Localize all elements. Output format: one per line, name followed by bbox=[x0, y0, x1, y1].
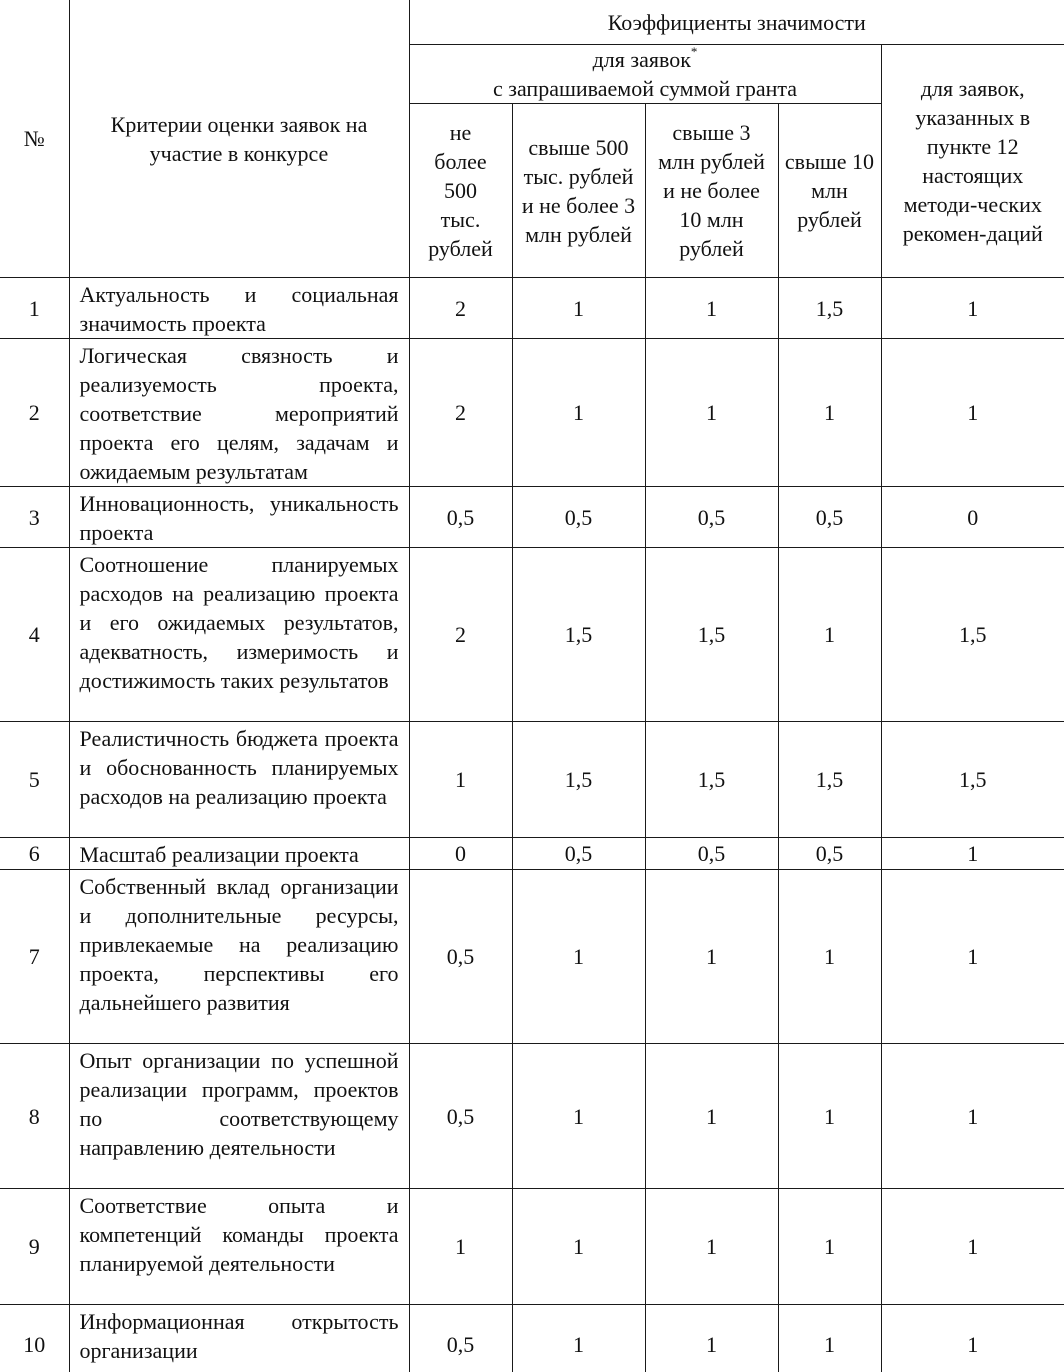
header-number: № bbox=[0, 0, 69, 278]
row-criterion bbox=[69, 339, 409, 487]
coefficient-value-col-1: 2 bbox=[409, 339, 512, 487]
coefficient-value-col-2: 1 bbox=[512, 870, 645, 1044]
coefficient-value-col-2: 1,5 bbox=[512, 722, 645, 838]
criterion-text: Собственный вклад организации и дополнительные ресурсы, привлекаемые на реализацию проекта, перспективы его дальнейшего развития bbox=[79, 874, 399, 1015]
coefficient-value-col-3: 0,5 bbox=[645, 487, 778, 548]
header-sub-col-3: свыше 3 млн рублей и не более 10 млн рублей bbox=[645, 104, 778, 278]
criterion-text: Масштаб реализации проекта bbox=[79, 842, 359, 867]
row-criterion bbox=[69, 838, 409, 870]
row-criterion bbox=[69, 487, 409, 548]
coefficient-value-col-4: 1 bbox=[778, 1305, 881, 1372]
header-row-1 bbox=[0, 0, 1064, 45]
header-group-requested-sum: для заявок* с запрашиваемой суммой гранта bbox=[409, 45, 881, 104]
coefficient-value-col-5: 1 bbox=[881, 339, 1064, 487]
header-sub-col-4: свыше 10 млн рублей bbox=[778, 104, 881, 278]
coefficient-value-col-1: 0,5 bbox=[409, 870, 512, 1044]
criterion-text: Инновационность, уникальность проекта bbox=[79, 491, 399, 545]
row-criterion bbox=[69, 1044, 409, 1189]
table-row bbox=[0, 1044, 1064, 1189]
coefficient-value-col-3: 1,5 bbox=[645, 548, 778, 722]
coefficient-value-col-3: 1 bbox=[645, 278, 778, 339]
coefficient-value-col-5: 1,5 bbox=[881, 548, 1064, 722]
table-row bbox=[0, 1189, 1064, 1305]
row-criterion bbox=[69, 1189, 409, 1305]
coefficient-value-col-4: 0,5 bbox=[778, 838, 881, 870]
header-group-para12: для заявок, указанных в пункте 12 настоящих методи-ческих рекомен-даций bbox=[881, 45, 1064, 278]
criterion-text: Актуальность и социальная значимость проекта bbox=[79, 282, 399, 336]
coefficient-value-col-2: 0,5 bbox=[512, 838, 645, 870]
row-number: 10 bbox=[0, 1305, 69, 1372]
row-number: 7 bbox=[0, 870, 69, 1044]
coefficient-value-col-4: 1 bbox=[778, 339, 881, 487]
header-criteria bbox=[69, 0, 409, 278]
table-row bbox=[0, 1305, 1064, 1372]
table-row bbox=[0, 838, 1064, 870]
coefficient-value-col-1: 0,5 bbox=[409, 1044, 512, 1189]
coefficient-value-col-2: 1 bbox=[512, 1305, 645, 1372]
coefficient-value-col-1: 1 bbox=[409, 722, 512, 838]
coefficient-value-col-3: 1 bbox=[645, 339, 778, 487]
coefficient-value-col-3: 1 bbox=[645, 1189, 778, 1305]
criterion-text: Соотношение планируемых расходов на реализацию проекта и его ожидаемых результатов, адекватность, измеримость и достижимость таких результатов bbox=[79, 552, 399, 693]
coefficient-value-col-3: 1 bbox=[645, 1044, 778, 1189]
footnote-mark: * bbox=[690, 43, 698, 59]
coefficient-value-col-5: 1 bbox=[881, 1044, 1064, 1189]
coefficient-value-col-5: 1 bbox=[881, 1305, 1064, 1372]
row-criterion bbox=[69, 722, 409, 838]
coefficient-value-col-3: 1 bbox=[645, 1305, 778, 1372]
coefficient-value-col-5: 1,5 bbox=[881, 722, 1064, 838]
coefficient-value-col-2: 1,5 bbox=[512, 548, 645, 722]
coefficient-value-col-4: 1 bbox=[778, 870, 881, 1044]
table-row bbox=[0, 339, 1064, 487]
coefficient-value-col-5: 1 bbox=[881, 838, 1064, 870]
coefficient-value-col-2: 0,5 bbox=[512, 487, 645, 548]
row-number: 1 bbox=[0, 278, 69, 339]
table-row bbox=[0, 548, 1064, 722]
coefficient-value-col-1: 0,5 bbox=[409, 487, 512, 548]
criterion-text: Реалистичность бюджета проекта и обоснованность планируемых расходов на реализацию проекта bbox=[79, 726, 399, 809]
criterion-text: Информационная открытость организации bbox=[79, 1309, 399, 1363]
coefficient-value-col-5: 0 bbox=[881, 487, 1064, 548]
coefficient-value-col-1: 2 bbox=[409, 278, 512, 339]
coefficient-value-col-2: 1 bbox=[512, 339, 645, 487]
row-number: 2 bbox=[0, 339, 69, 487]
coefficient-value-col-5: 1 bbox=[881, 1189, 1064, 1305]
header-sub-col-2: свыше 500 тыс. рублей и не более 3 млн рублей bbox=[512, 104, 645, 278]
row-criterion bbox=[69, 548, 409, 722]
table-body bbox=[0, 278, 1064, 1372]
criterion-text: Соответствие опыта и компетенций команды проекта планируемой деятельности bbox=[79, 1193, 399, 1276]
coefficient-value-col-3: 1,5 bbox=[645, 722, 778, 838]
row-number: 6 bbox=[0, 838, 69, 870]
coefficient-value-col-1: 0 bbox=[409, 838, 512, 870]
coefficient-value-col-1: 2 bbox=[409, 548, 512, 722]
coefficient-value-col-4: 0,5 bbox=[778, 487, 881, 548]
table-row bbox=[0, 870, 1064, 1044]
criterion-text: Логическая связность и реализуемость проекта, соответствие мероприятий проекта его целям, задачам и ожидаемым результатам bbox=[79, 343, 399, 484]
coefficient-value-col-2: 1 bbox=[512, 1044, 645, 1189]
coefficient-value-col-4: 1 bbox=[778, 1189, 881, 1305]
coefficient-value-col-2: 1 bbox=[512, 1189, 645, 1305]
coefficient-value-col-4: 1,5 bbox=[778, 278, 881, 339]
table-row bbox=[0, 487, 1064, 548]
row-criterion bbox=[69, 870, 409, 1044]
coefficient-value-col-1: 1 bbox=[409, 1189, 512, 1305]
header-coefficients: Коэффициенты значимости bbox=[409, 0, 1064, 45]
row-number: 8 bbox=[0, 1044, 69, 1189]
row-number: 3 bbox=[0, 487, 69, 548]
coefficient-value-col-4: 1 bbox=[778, 548, 881, 722]
coefficient-value-col-4: 1 bbox=[778, 1044, 881, 1189]
coefficient-value-col-1: 0,5 bbox=[409, 1305, 512, 1372]
coefficient-value-col-4: 1,5 bbox=[778, 722, 881, 838]
row-number: 4 bbox=[0, 548, 69, 722]
coefficient-value-col-3: 1 bbox=[645, 870, 778, 1044]
table-row bbox=[0, 278, 1064, 339]
header-criteria-text: Критерии оценки заявок на участие в конкурсе bbox=[110, 111, 368, 166]
coefficient-value-col-2: 1 bbox=[512, 278, 645, 339]
coefficient-value-col-3: 0,5 bbox=[645, 838, 778, 870]
row-criterion bbox=[69, 1305, 409, 1372]
row-number: 9 bbox=[0, 1189, 69, 1305]
coefficient-value-col-5: 1 bbox=[881, 278, 1064, 339]
row-criterion bbox=[69, 278, 409, 339]
header-sub-col-1: не более 500 тыс. рублей bbox=[409, 104, 512, 278]
coefficient-value-col-5: 1 bbox=[881, 870, 1064, 1044]
criterion-text: Опыт организации по успешной реализации программ, проектов по соответствующему направлению деятельности bbox=[79, 1048, 399, 1160]
row-number: 5 bbox=[0, 722, 69, 838]
table-row bbox=[0, 722, 1064, 838]
